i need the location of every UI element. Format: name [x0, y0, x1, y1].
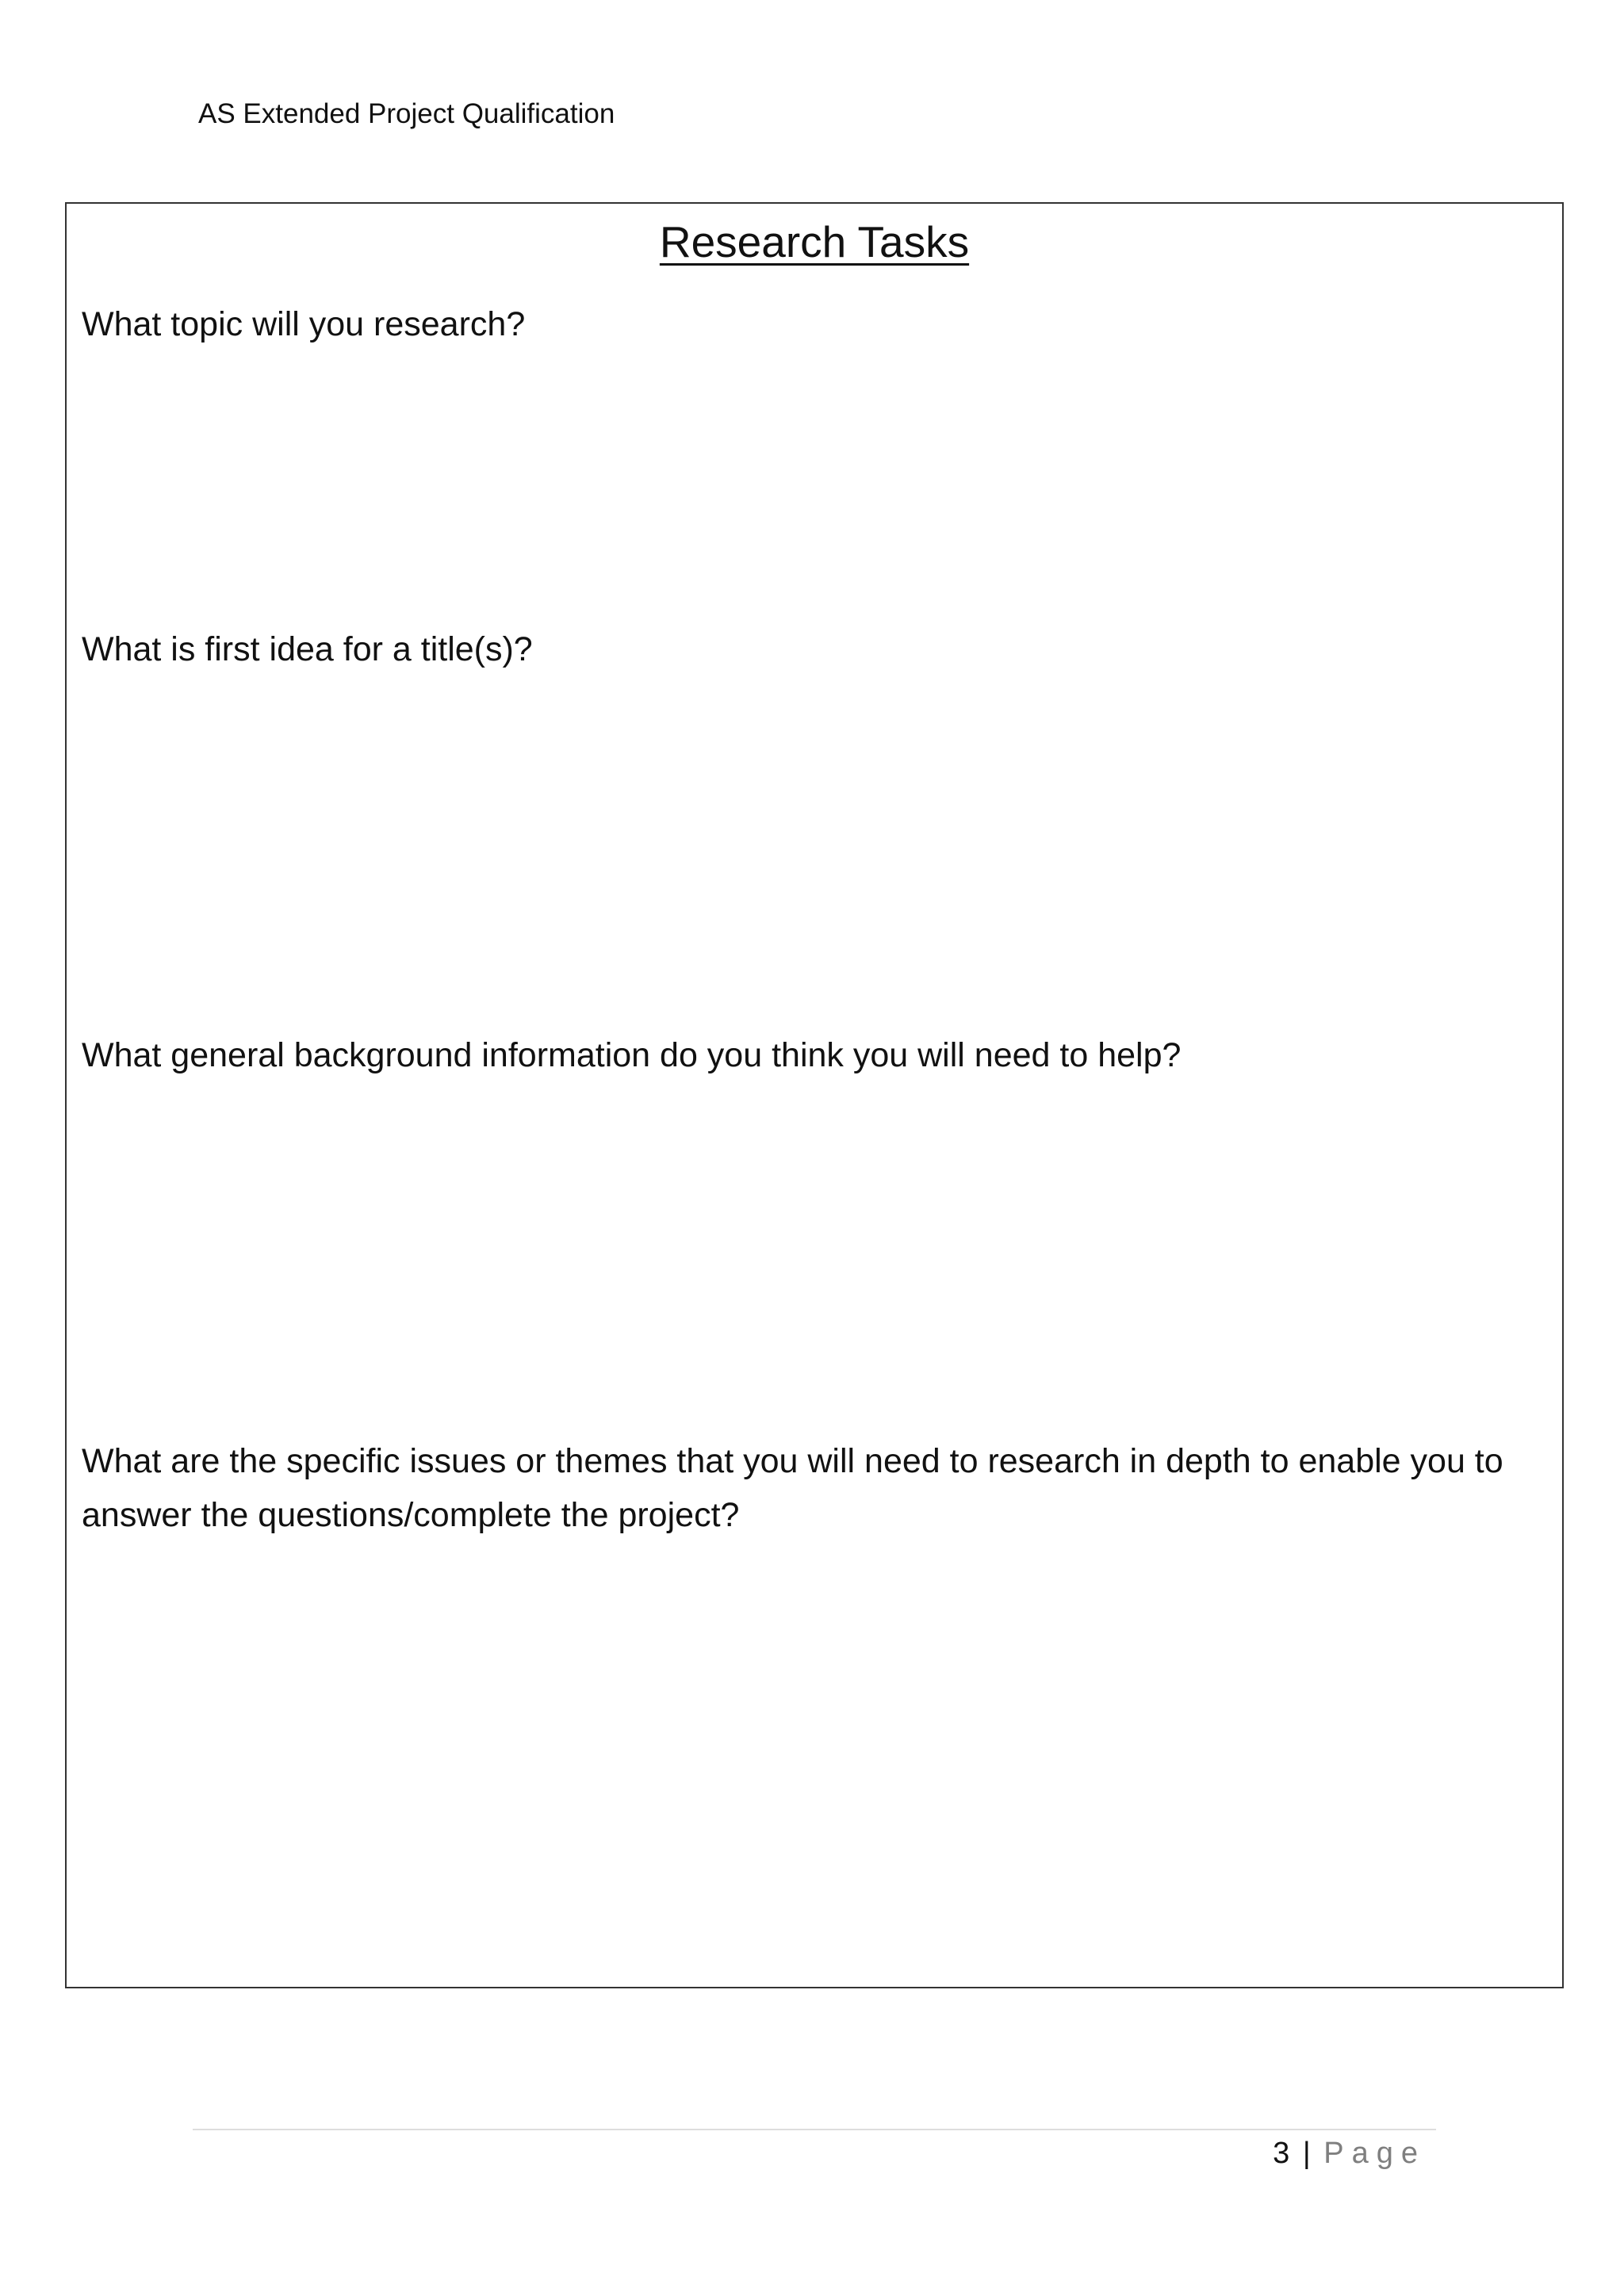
page-footer: [1273, 2134, 1426, 2172]
running-header: AS Extended Project Qualification: [198, 98, 615, 129]
question-specific-issues: What are the specific issues or themes that you will need to research in depth to enable you to answer the questions/complete the project?: [82, 1442, 1503, 1534]
footer-separator: |: [1302, 2137, 1311, 2170]
research-tasks-box: [65, 202, 1564, 1988]
footer-rule: [193, 2129, 1436, 2130]
question-background-info: What general background information do you think you will need to help?: [82, 1036, 1182, 1074]
question-title-idea: What is first idea for a title(s)?: [82, 630, 533, 668]
question-topic: What topic will you research?: [82, 305, 526, 343]
box-title: Research Tasks: [659, 217, 970, 266]
page-number: 3: [1273, 2137, 1290, 2170]
page-word: Page: [1323, 2137, 1426, 2170]
